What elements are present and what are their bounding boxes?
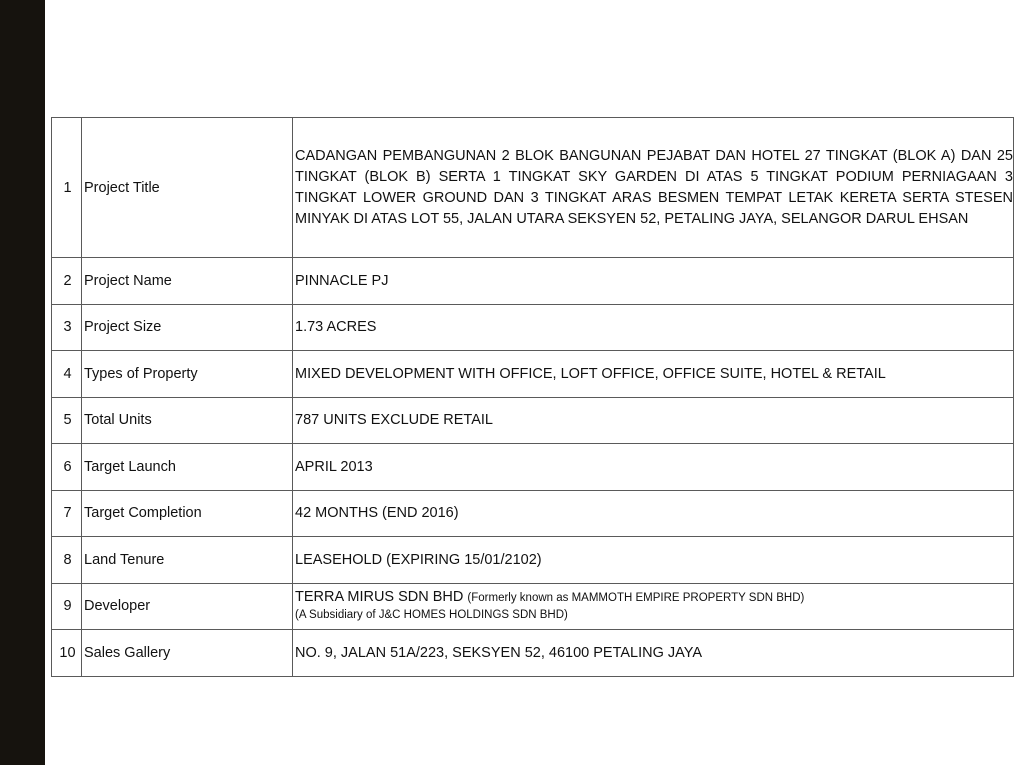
row-label: Project Title — [82, 118, 293, 258]
row-value: MIXED DEVELOPMENT WITH OFFICE, LOFT OFFICE, OFFICE SUITE, HOTEL & RETAIL — [293, 351, 1014, 398]
row-value: 787 UNITS EXCLUDE RETAIL — [293, 397, 1014, 444]
row-label: Target Launch — [82, 444, 293, 491]
developer-former-name: (Formerly known as MAMMOTH EMPIRE PROPERTY SDN BHD) — [467, 591, 805, 604]
table-row-target-completion — [52, 490, 1014, 537]
row-label: Land Tenure — [82, 537, 293, 584]
table-row-sales-gallery — [52, 630, 1014, 677]
row-number: 4 — [52, 351, 82, 398]
row-value: APRIL 2013 — [293, 444, 1014, 491]
row-value: 42 MONTHS (END 2016) — [293, 490, 1014, 537]
row-label: Total Units — [82, 397, 293, 444]
row-label: Target Completion — [82, 490, 293, 537]
row-label: Project Size — [82, 304, 293, 351]
left-dark-bar — [0, 0, 45, 765]
row-number: 6 — [52, 444, 82, 491]
row-number: 7 — [52, 490, 82, 537]
table-row-project-name — [52, 258, 1014, 305]
row-value: LEASEHOLD (EXPIRING 15/01/2102) — [293, 537, 1014, 584]
row-value — [293, 583, 1014, 630]
row-number: 2 — [52, 258, 82, 305]
table-row-project-title — [52, 118, 1014, 258]
row-number: 3 — [52, 304, 82, 351]
row-number: 9 — [52, 583, 82, 630]
row-label: Project Name — [82, 258, 293, 305]
table-row-target-launch — [52, 444, 1014, 491]
table-row-types-of-property — [52, 351, 1014, 398]
row-number: 10 — [52, 630, 82, 677]
row-value: NO. 9, JALAN 51A/223, SEKSYEN 52, 46100 PETALING JAYA — [293, 630, 1014, 677]
row-number: 5 — [52, 397, 82, 444]
row-number: 8 — [52, 537, 82, 584]
project-info-table — [51, 117, 1014, 677]
developer-line — [295, 589, 1013, 607]
table-row-developer — [52, 583, 1014, 630]
row-value: 1.73 ACRES — [293, 304, 1014, 351]
row-label: Developer — [82, 583, 293, 630]
table-row-total-units — [52, 397, 1014, 444]
row-label: Sales Gallery — [82, 630, 293, 677]
row-value: PINNACLE PJ — [293, 258, 1014, 305]
row-number: 1 — [52, 118, 82, 258]
row-value: CADANGAN PEMBANGUNAN 2 BLOK BANGUNAN PEJABAT DAN HOTEL 27 TINGKAT (BLOK A) DAN 25 TINGKAT (BLOK B) SERTA 1 TINGKAT SKY GARDEN DI ATAS 5 TINGKAT PODIUM PERNIAGAAN 3 TINGKAT LOWER GROUND DAN 3 TINGKAT ARAS BESMEN TEMPAT LETAK KERETA SERTA STESEN MINYAK DI ATAS LOT 55, JALAN UTARA SEKSYEN 52, PETALING JAYA, SELANGOR DARUL EHSAN — [293, 118, 1014, 258]
developer-name: TERRA MIRUS SDN BHD — [295, 588, 464, 605]
table-row-land-tenure — [52, 537, 1014, 584]
row-label: Types of Property — [82, 351, 293, 398]
developer-parent: (A Subsidiary of J&C HOMES HOLDINGS SDN BHD) — [295, 608, 568, 621]
table-row-project-size — [52, 304, 1014, 351]
